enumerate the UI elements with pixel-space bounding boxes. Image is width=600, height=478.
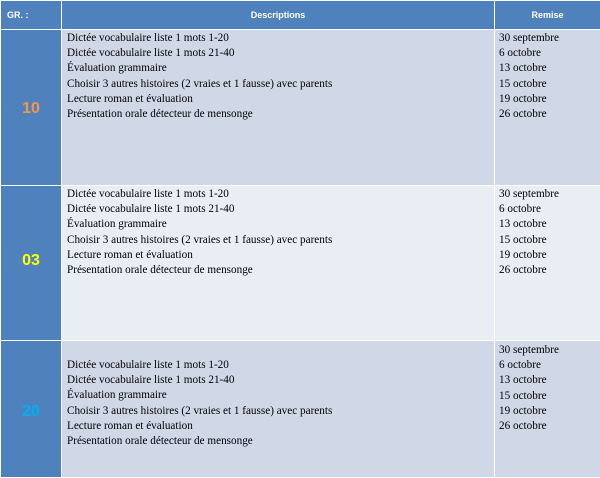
task-description: Dictée vocabulaire liste 1 mots 1-20 [67,187,494,202]
task-description: Dictée vocabulaire liste 1 mots 21-40 [67,202,494,217]
task-description: Présentation orale détecteur de mensonge [67,263,494,278]
descriptions-cell [62,341,495,478]
group-row [1,341,600,478]
task-description: Choisir 3 autres histoires (2 vraies et 1 fausse) avec parents [67,77,494,92]
task-description: Dictée vocabulaire liste 1 mots 21-40 [67,373,494,388]
group-header: GR. : [1,1,62,30]
dates-cell [495,341,600,478]
task-description: Lecture roman et évaluation [67,92,494,107]
group-row [1,186,600,341]
due-date: 6 octobre [499,202,600,217]
header-row [1,1,600,30]
due-date: 30 septembre [499,187,600,202]
group-number-cell [1,186,62,341]
due-date: 15 octobre [499,233,600,248]
task-description: Lecture roman et évaluation [67,419,494,434]
group-number-cell [1,341,62,478]
due-date: 30 septembre [499,31,600,46]
task-description: Choisir 3 autres histoires (2 vraies et 1 fausse) avec parents [67,404,494,419]
due-date: 13 octobre [499,61,600,76]
task-description: Évaluation grammaire [67,388,494,403]
due-date: 13 octobre [499,217,600,232]
task-description: Évaluation grammaire [67,217,494,232]
task-description: Dictée vocabulaire liste 1 mots 1-20 [67,31,494,46]
due-date: 13 octobre [499,373,600,388]
task-description: Dictée vocabulaire liste 1 mots 1-20 [67,358,494,373]
task-description: Lecture roman et évaluation [67,248,494,263]
due-date: 19 octobre [499,404,600,419]
dates-cell [495,186,600,341]
descriptions-cell [62,186,495,341]
group-row [1,30,600,186]
due-date: 6 octobre [499,358,600,373]
due-date: 19 octobre [499,92,600,107]
task-description: Choisir 3 autres histoires (2 vraies et 1 fausse) avec parents [67,233,494,248]
task-description: Dictée vocabulaire liste 1 mots 21-40 [67,46,494,61]
due-date: 26 octobre [499,419,600,434]
group-number-cell [1,30,62,186]
dates-cell [495,30,600,186]
descriptions-cell [62,30,495,186]
due-date: 30 septembre [499,343,600,358]
due-date: 6 octobre [499,46,600,61]
due-date: 15 octobre [499,389,600,404]
remise-header: Remise [495,1,600,30]
due-date: 26 octobre [499,263,600,278]
task-description: Évaluation grammaire [67,61,494,76]
due-date: 19 octobre [499,248,600,263]
task-description: Présentation orale détecteur de mensonge [67,107,494,122]
descriptions-header: Descriptions [62,1,495,30]
due-date: 15 octobre [499,77,600,92]
group-number: 03 [22,252,40,269]
task-description: Présentation orale détecteur de mensonge [67,434,494,449]
group-number: 20 [22,403,40,420]
group-number: 10 [22,100,40,117]
due-date: 26 octobre [499,107,600,122]
